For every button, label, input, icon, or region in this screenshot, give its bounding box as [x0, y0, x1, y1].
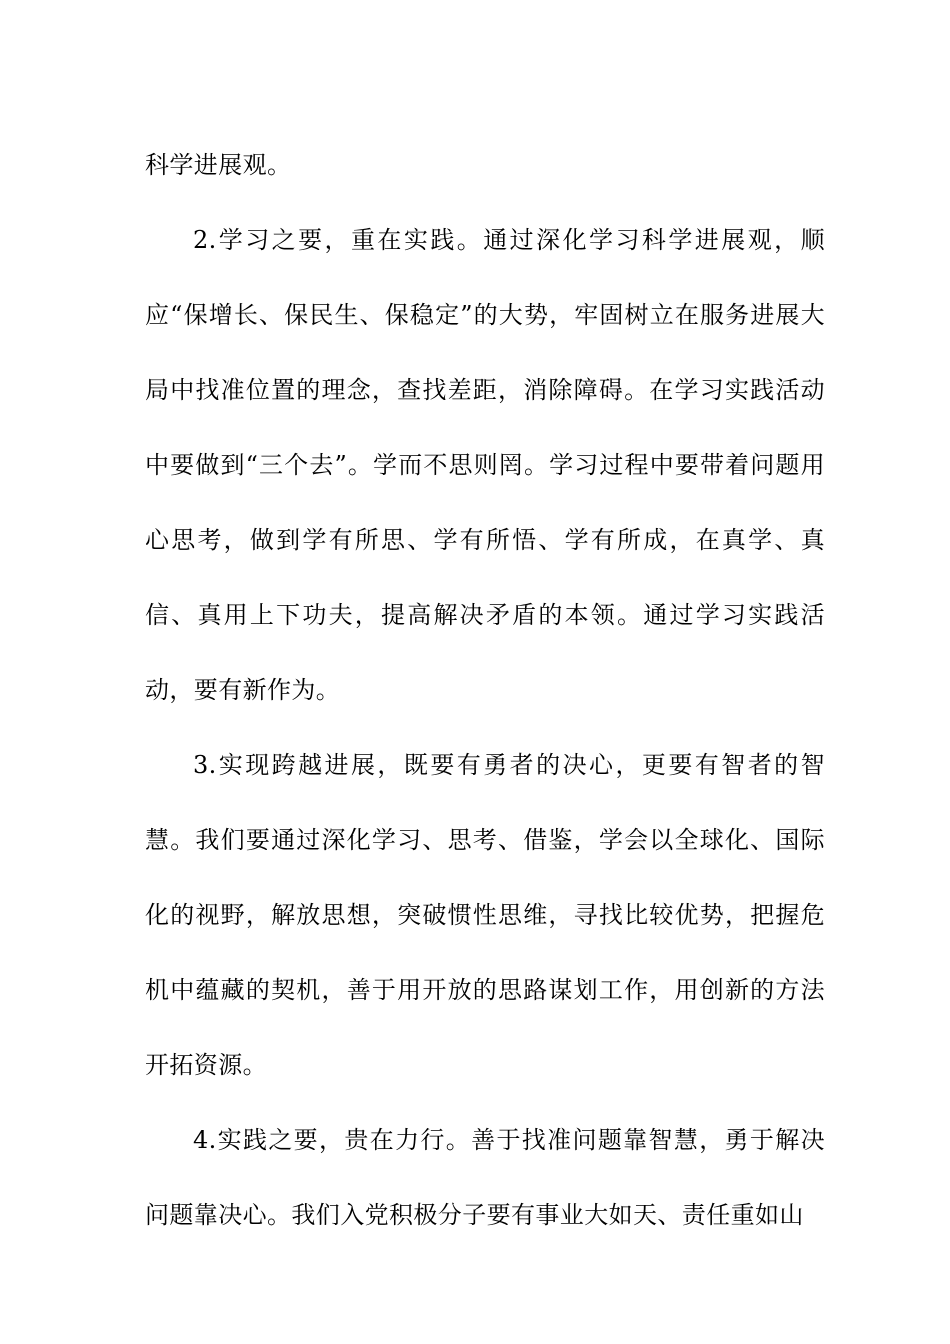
paragraph-4: 4.实践之要，贵在力行。善于找准问题靠智慧，勇于解决问题靠决心。我们入党积极分子要有事业大如天、责任重如山	[145, 1126, 825, 1229]
paragraph-2: 2.学习之要，重在实践。通过深化学习科学进展观，顺应“保增长、保民生、保稳定”的大势，牢固树立在服务进展大局中找准位置的理念，查找差距，消除障碍。在学习实践活动中要做到“三个去”。学而不思则罔。学习过程中要带着问题用心思考，做到学有所思、学有所悟、学有所成，在真学、真信、真用上下功夫，提高解决矛盾的本领。通过学习实践活动，要有新作为。	[145, 226, 825, 704]
body-text	[145, 128, 825, 1253]
paragraph-3: 3.实现跨越进展，既要有勇者的决心，更要有智者的智慧。我们要通过深化学习、思考、借鉴，学会以全球化、国际化的视野，解放思想，突破惯性思维，寻找比较优势，把握危机中蕴藏的契机，善于用开放的思路谋划工作，用创新的方法开拓资源。	[145, 751, 825, 1079]
paragraph-1: 科学进展观。	[145, 151, 292, 179]
